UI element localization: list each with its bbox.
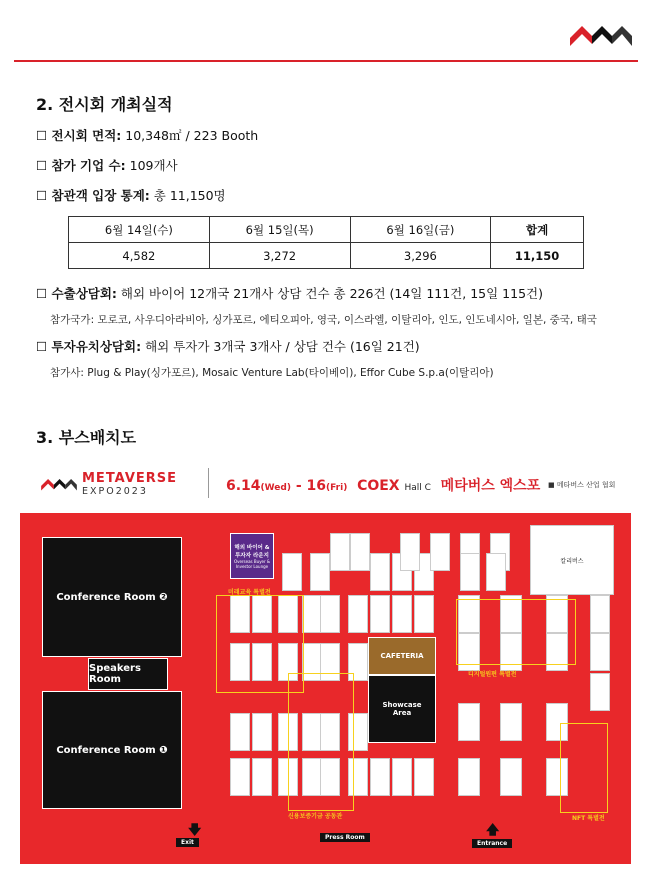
entrance-tag: Entrance — [472, 839, 512, 848]
banner-organizer: ■ 메타버스 산업 협회 — [548, 481, 616, 489]
area-line: ☐ 전시회 면적: 10,348㎡ / 223 Booth — [36, 128, 259, 143]
booth-floor-plan — [20, 513, 631, 864]
expo-banner — [40, 466, 620, 502]
speakers-room: Speakers Room — [88, 658, 168, 690]
booth-block — [400, 533, 420, 571]
booth-block — [590, 595, 610, 633]
invest-line: ☐ 투자유치상담회: 해외 투자가 3개국 3개사 / 상담 건수 (16일 21건) — [36, 339, 420, 354]
press-room-tag: Press Room — [320, 833, 370, 842]
booth-block — [230, 713, 250, 751]
booth-block — [350, 533, 370, 571]
table-cell: 3,296 — [350, 243, 491, 269]
booth-block — [590, 673, 610, 711]
booth-block — [458, 703, 480, 741]
booth-block — [430, 533, 450, 571]
table-header: 6월 14일(수) — [69, 217, 210, 243]
banner-dates: 6.14(Wed) - 16(Fri) COEX Hall C 메타버스 엑스포 — [226, 478, 541, 494]
zone-label: 디지털원편 특별전 — [468, 671, 517, 678]
booth-block — [460, 553, 480, 591]
booth-block — [302, 595, 322, 633]
exit-tag: Exit — [176, 838, 199, 847]
zone-label: NFT 특별전 — [572, 815, 605, 822]
header-rule — [14, 60, 638, 62]
banner-year: EXPO2023 — [82, 486, 148, 497]
table-header: 합계 — [491, 217, 584, 243]
zone-credit-guarantee — [288, 673, 354, 811]
section2-heading: 2. 전시회 개최실적 — [36, 95, 173, 114]
metaverse-logo-icon — [568, 20, 634, 46]
booth-block — [392, 595, 412, 633]
conference-room-1: Conference Room ❶ — [42, 691, 182, 809]
zone-label: 신용보증기금 공동관 — [288, 813, 343, 820]
investor-lounge: 해외 바이어 & 투자자 라운지 Overseas Buyer & Investor Lounge — [230, 533, 274, 579]
booth-block — [320, 595, 340, 633]
conference-room-2: Conference Room ❷ — [42, 537, 182, 657]
companies-line: ☐ 참가 기업 수: 109개사 — [36, 158, 178, 173]
zone-digital — [456, 599, 576, 665]
cafeteria: CAFETERIA — [368, 637, 436, 675]
booth-block — [310, 553, 330, 591]
table-header-row — [69, 217, 584, 243]
zone-nft — [560, 723, 608, 813]
table-cell: 4,582 — [69, 243, 210, 269]
table-header: 6월 16일(금) — [350, 217, 491, 243]
visitors-line: ☐ 참관객 입장 통계: 총 11,150명 — [36, 188, 226, 203]
booth-block — [330, 533, 350, 571]
exit-arrow-icon: 🡇 — [188, 823, 202, 838]
booth-block — [370, 595, 390, 633]
booth-block — [370, 553, 390, 591]
booth-block — [458, 758, 480, 796]
table-cell: 3,272 — [209, 243, 350, 269]
table-cell: 11,150 — [491, 243, 584, 269]
export-line: ☐ 수출상담회: 해외 바이어 12개국 21개사 상담 건수 총 226건 (14일 111건, 15일 115건) — [36, 286, 543, 301]
table-header: 6월 15일(목) — [209, 217, 350, 243]
booth-block — [252, 758, 272, 796]
banner-divider — [208, 468, 209, 498]
kolon-booth: 칼리버스 — [530, 525, 614, 595]
booth-block — [500, 758, 522, 796]
booth-block — [590, 633, 610, 671]
booth-block — [414, 758, 434, 796]
booth-block — [252, 713, 272, 751]
table-row — [69, 243, 584, 269]
booth-block — [486, 553, 506, 591]
zone-label: 미래교육 특별전 — [228, 589, 271, 596]
banner-name: METAVERSE — [82, 471, 178, 486]
booth-block — [500, 703, 522, 741]
export-countries: 참가국가: 모로코, 사우디아라비아, 싱가포르, 에티오피아, 영국, 이스라엘, 이탈리아, 인도, 인도네시아, 일본, 중국, 태국 — [50, 314, 597, 326]
booth-block — [392, 758, 412, 796]
booth-block — [282, 553, 302, 591]
entrance-arrow-icon: 🡅 — [486, 823, 500, 838]
booth-block — [348, 595, 368, 633]
visitor-stats-table — [68, 216, 584, 269]
section3-heading: 3. 부스배치도 — [36, 428, 137, 447]
booth-block — [370, 758, 390, 796]
booth-block — [230, 758, 250, 796]
showcase-area: Showcase Area — [368, 675, 436, 743]
booth-block — [414, 595, 434, 633]
metaverse-logo-icon — [40, 472, 78, 494]
invest-companies: 참가사: Plug & Play(싱가포르), Mosaic Venture Lab(타이베이), Effor Cube S.p.a(이탈리아) — [50, 367, 494, 379]
